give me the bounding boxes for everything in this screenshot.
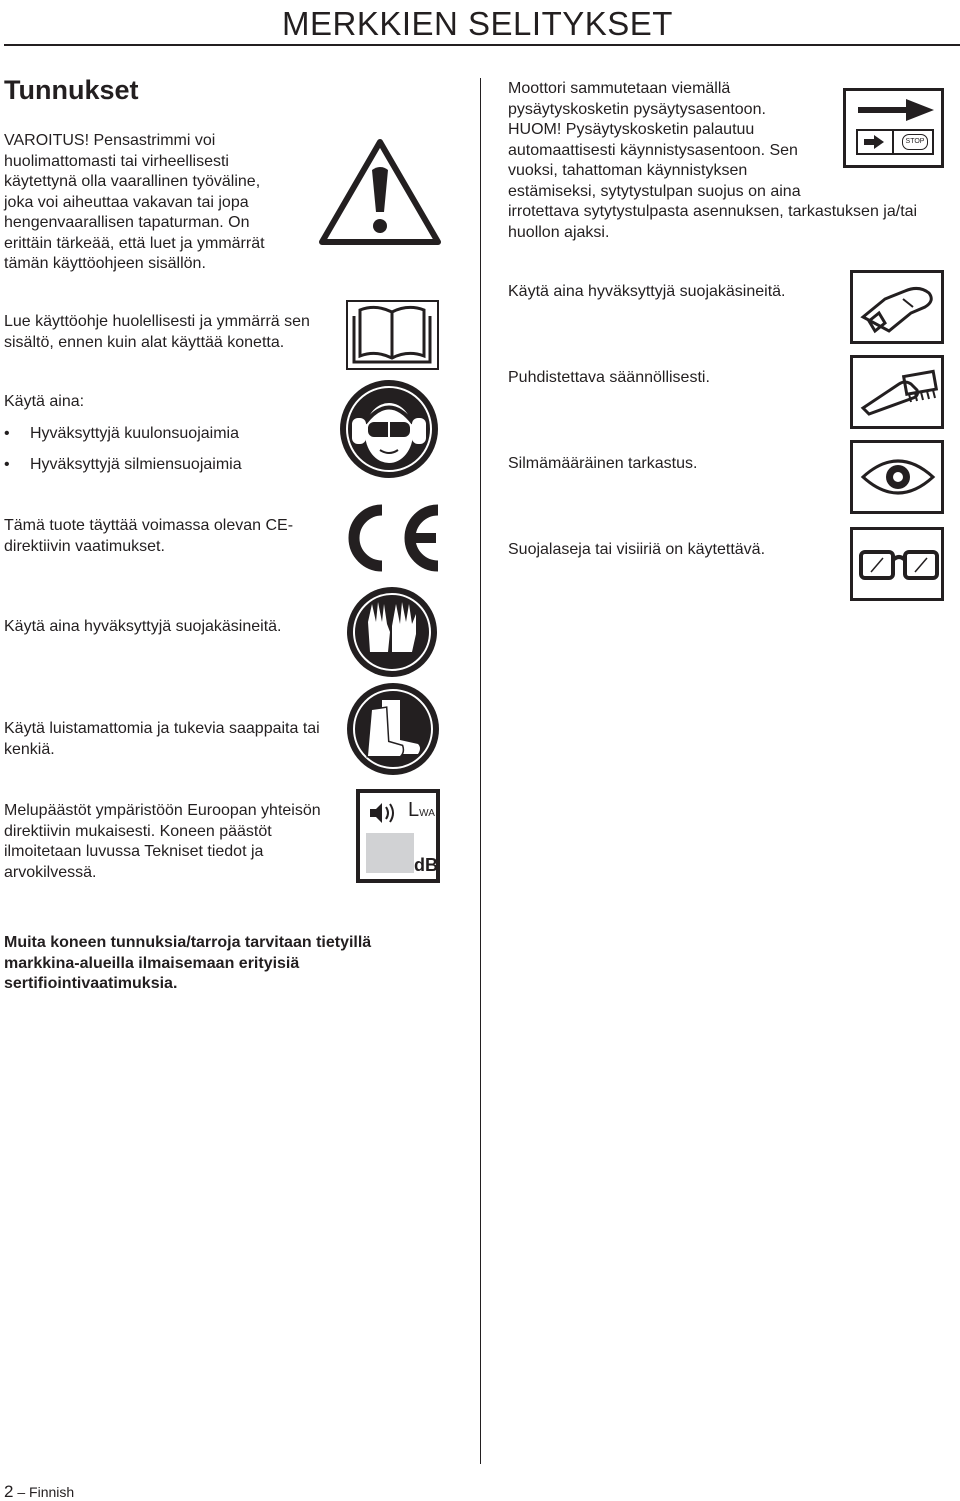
text-line: hengenvaarallisen tapaturman. On [4,214,250,231]
switch-separator [892,131,894,153]
glove-shape [859,279,937,337]
lwa-sub: WA [419,808,435,819]
open-book-icon [346,300,439,370]
text-line: huollon ajaksi. [508,223,610,241]
text-line: ilmoitetaan luvussa Tekniset tiedot ja [4,843,264,860]
text-line: arvokilvessä. [4,863,97,881]
gloves-text-right: Käytä aina hyväksyttyjä suojakäsineitä. [508,283,786,300]
text-line: direktiivin mukaisesti. Koneen päästöt [4,822,272,840]
gloves-text-left: Käytä aina hyväksyttyjä suojakäsineitä. [4,618,282,635]
text-line: vuoksi, tahattoman käynnistyksen [508,162,748,179]
inspect-text: Silmämääräinen tarkastus. [508,455,698,472]
ear-eye-protection-icon [338,378,440,480]
text-line: Moottori sammutetaan viemällä [508,80,731,97]
bullet-item-hearing [4,424,239,445]
brush-shape [859,368,939,416]
value-box [366,833,414,873]
ce-text [4,516,293,557]
safety-goggles-icon [850,527,944,601]
page-footer [4,1483,74,1501]
text-line: Lue käyttöohje huolellisesti ja ymmärrä sen [4,313,310,330]
bullet-dot: • [4,425,10,442]
text-line: Tämä tuote täyttää voimassa olevan CE- [4,517,294,534]
noise-emission-label-icon [356,789,440,883]
column-divider [480,78,481,1464]
arrow-right-icon [858,99,934,121]
text-line: käytettynä olla vaarallinen työväline, [4,173,261,190]
eye-inspection-icon [850,440,944,514]
text-line: Käytä luistamattomia ja tukevia saappaita tai [4,720,320,737]
bullet-text: Hyväksyttyjä kuulonsuojaimia [30,425,239,442]
noise-text [4,801,321,883]
ce-mark-icon [338,500,446,576]
goggles-text: Suojalaseja tai visiiriä on käytettävä. [508,541,766,558]
text-line: irrotettava sytytystulpasta asennuksen, tarkastuksen ja/tai [508,203,918,220]
text-line: erittäin tärkeää, että luet ja ymmärrät [4,234,265,252]
text-line: Melupäästöt ympäristöön Euroopan yhteisön [4,802,321,819]
text-line: Muita koneen tunnuksia/tarroja tarvitaan tietyillä [4,934,372,951]
db-label: dB [414,855,438,875]
warning-text [4,131,265,275]
lwa-l: L [408,799,420,821]
text-line: markkina-alueilla ilmaisemaan erityisiä [4,954,300,972]
bullet-text: Hyväksyttyjä silmiensuojaimia [30,456,242,473]
safety-boots-icon [346,682,440,776]
warning-triangle-icon [318,138,442,246]
stop-badge: STOP [902,134,928,150]
note-text [4,933,371,995]
page-number: 2 [4,1482,14,1501]
boots-text [4,719,320,760]
text-line: HUOM! Pysäytyskosketin palautuu [508,121,755,138]
bullet-item-eyes [4,455,242,476]
glove-icon [850,270,944,344]
text-line: tämän käyttöohjeen sisällön. [4,255,206,272]
speaker-icon [368,801,396,825]
footer-dash: – [17,1484,26,1500]
header-rule [4,44,960,46]
stop-switch-icon [843,88,944,168]
text-line: VAROITUS! Pensastrimmi voi [4,132,216,149]
page-header-title: MERKKIEN SELITYKSET [282,5,673,42]
text-line: joka voi aiheuttaa vakavan tai jopa [4,193,249,211]
text-line: kenkiä. [4,740,55,758]
switch-plate [856,129,934,155]
clean-text: Puhdistettava säännöllisesti. [508,369,710,386]
footer-language: Finnish [29,1484,75,1500]
manual-text [4,312,310,353]
cleaning-brush-icon [850,355,944,429]
text-line: direktiivin vaatimukset. [4,537,165,555]
switch-arrow-icon [864,135,884,149]
eye-shape [861,455,935,499]
text-line: huolimattomasti tai virheellisesti [4,152,229,170]
text-line: sisältö, ennen kuin alat käyttää konetta. [4,333,285,351]
text-line: estämiseksi, sytytystulpan suojus on aina [508,182,801,200]
bullet-dot: • [4,456,10,473]
text-line: sertifiointivaatimuksia. [4,975,178,992]
text-line: pysäytyskosketin pysäytysasentoon. [508,100,766,118]
goggles-shape [859,546,939,584]
text-line: automaattisesti käynnistysasentoon. Sen [508,141,798,159]
lwa-label [408,799,435,825]
always-use-label: Käytä aina: [4,393,85,410]
protective-gloves-icon [346,586,438,678]
section-title: Tunnukset [4,75,139,105]
